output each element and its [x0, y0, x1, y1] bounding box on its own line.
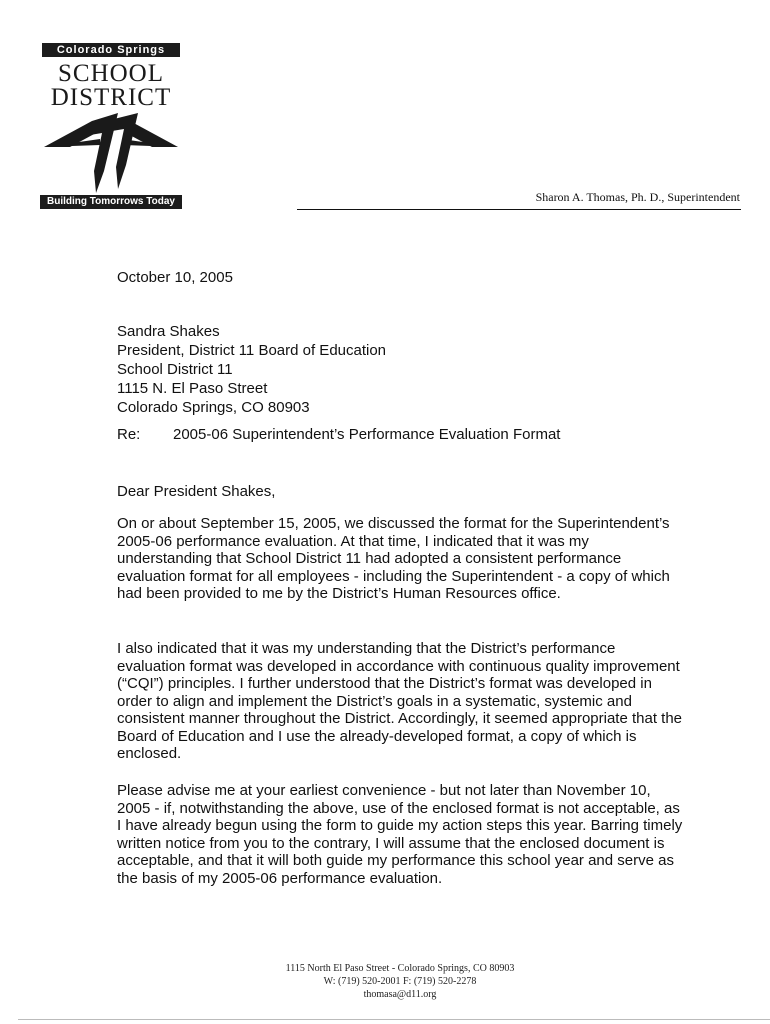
subject-label: Re: [117, 426, 141, 443]
logo-tagline-banner: Building Tomorrows Today [40, 195, 182, 209]
subject-line [117, 426, 560, 443]
superintendent-name: Sharon A. Thomas, Ph. D., Superintendent [535, 190, 740, 204]
logo-school-text: SCHOOL [57, 60, 164, 87]
recipient-line: School District 11 [117, 361, 233, 378]
body-paragraph: Please advise me at your earliest convenience - but not later than November 10, 2005 - if, notwithstanding the above, use of the enclosed format is not acceptable, as I have already begun using the form to guide my action steps this year. Barring timely written notice from you to the contrary, I will assume that the enclosed document is acceptable, and that it will both guide my performance this school year and serve as the basis of my 2005-06 performance evaluation. [117, 782, 683, 887]
footer-contact [150, 962, 650, 1001]
body-paragraph: On or about September 15, 2005, we discussed the format for the Superintendent’s 2005-06 performance evaluation. At that time, I indicated that it was my understanding that School District 11 had adopted a consistent performance evaluation format for all employees - including the Superintendent - a copy of which had been provided to me by the District’s Human Resources office. [117, 515, 670, 602]
body-paragraph: I also indicated that it was my understanding that the District’s performance evaluation format was developed in accordance with continuous quality improvement (“CQI”) principles. I further understood that the District’s format was developed in order to align and implement the District’s goals in a systematic, systemic and consistent manner throughout the District. Accordingly, it seemed appropriate that the Board of Education and I use the already-developed format, a copy of which is enclosed. [117, 640, 683, 762]
logo-top-banner: Colorado Springs [42, 43, 180, 57]
letter-date: October 10, 2005 [117, 269, 233, 286]
subject-text: 2005-06 Superintendent’s Performance Evaluation Format [173, 426, 561, 443]
recipient-line: Colorado Springs, CO 80903 [117, 399, 310, 416]
recipient-line: 1115 N. El Paso Street [117, 380, 268, 397]
recipient-line: President, District 11 Board of Education [117, 342, 387, 359]
footer-email: thomasa@d11.org [363, 989, 437, 1000]
footer-address: 1115 North El Paso Street - Colorado Springs, CO 80903 [285, 963, 515, 974]
logo-district-text: DISTRICT [50, 84, 172, 111]
header-divider [297, 209, 741, 210]
footer-phone: W: (719) 520-2001 F: (719) 520-2278 [323, 976, 477, 987]
bottom-edge-line [18, 1019, 770, 1020]
recipient-line: Sandra Shakes [117, 323, 220, 340]
recipient-address-block [117, 322, 386, 417]
logo-emblem-icon [40, 109, 182, 195]
salutation: Dear President Shakes, [117, 483, 276, 500]
district-logo [40, 43, 182, 211]
